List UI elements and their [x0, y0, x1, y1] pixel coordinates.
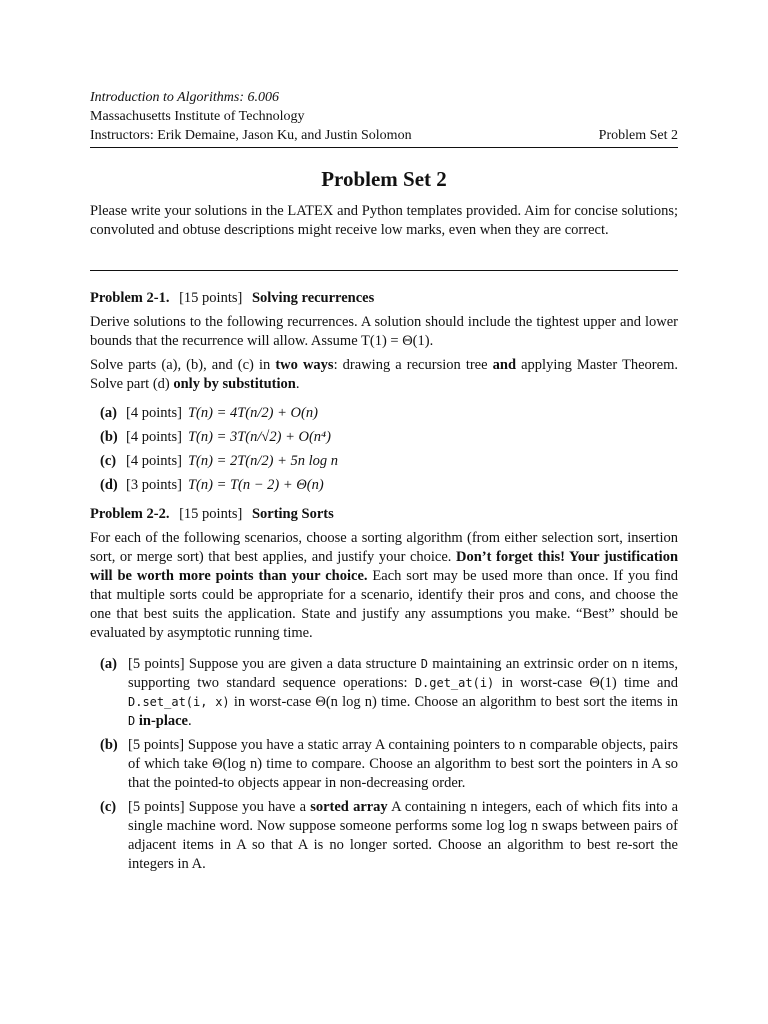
- scenario-text: [128, 736, 678, 793]
- part-points: [3 points]: [126, 477, 182, 493]
- recurrence-equation: T(n) = 2T(n/2) + 5n log n: [187, 453, 339, 469]
- intro-paragraph: Please write your solutions in the LATEX and Python templates provided. Aim for concise solutions; convoluted and obtuse descriptions might receive low marks, even when they are correct.: [90, 203, 678, 238]
- bold-run: and: [492, 357, 517, 373]
- code-run: D: [128, 714, 136, 728]
- bold-run: sorted array: [310, 799, 388, 815]
- problem-2-1: [90, 289, 678, 495]
- text-run: Suppose you have a: [188, 799, 311, 815]
- scenario-list: [90, 655, 678, 874]
- problem-paragraph: Derive solutions to the following recurrences. A solution should include the tightest upper and lower bounds that the recurrence will allow. Assume T(1) = Θ(1).: [90, 314, 678, 349]
- text-run: in worst-case Θ(n log n) time. Choose an algorithm to best sort the items in: [229, 694, 678, 710]
- part-points: [5 points]: [128, 737, 185, 753]
- list-item: [100, 736, 678, 793]
- text-run: .: [295, 376, 300, 392]
- problem-name: Solving recurrences: [251, 290, 375, 306]
- section-rule: [90, 270, 678, 271]
- text-run: A containing n integers, each of which fits into a single machine word. Now suppose someone performs some log log n swaps between pairs of adjacent items in A so that A is no longer sorted. Choose an algorithm to best re-sort the integers in A.: [128, 799, 679, 872]
- list-item: [100, 404, 678, 423]
- part-label: (b): [100, 429, 118, 445]
- part-label: (d): [100, 477, 118, 493]
- part-points: [4 points]: [126, 405, 182, 421]
- header-rule: [90, 147, 678, 148]
- code-run: D: [420, 657, 428, 671]
- problem-label: Problem 2-1.: [90, 290, 170, 306]
- bold-run: two ways: [275, 357, 334, 373]
- recurrence-list: [90, 404, 678, 495]
- text-run: Each sort may be used more than once. If you find that multiple sorts could be appropriate for a scenario, identify their pros and cons, and choose the one that best suits the application. State and justify any assumptions you make. “Best” should be evaluated by asymptotic running time.: [90, 568, 678, 641]
- text-run: Suppose you have a static array A containing pointers to n comparable objects, pairs of which take Θ(log n) time to compare. Choose an algorithm to best sort the pointers in A so that the pointed-to objects appear in non-decreasing order.: [128, 737, 678, 791]
- problem-instructions: [90, 356, 678, 394]
- page-title: Problem Set 2: [321, 167, 447, 191]
- scenario-text: [128, 655, 678, 731]
- text-run: : drawing a recursion tree: [333, 357, 493, 373]
- text-run: maintaining an extrinsic order on n items, supporting two standard sequence operations:: [128, 656, 679, 691]
- problem-points: [15 points]: [179, 290, 243, 306]
- recurrence-equation: T(n) = 4T(n/2) + O(n): [187, 405, 318, 421]
- part-label: (a): [100, 405, 117, 421]
- problem-2-2: [90, 505, 678, 874]
- text-run: in worst-case Θ(1) time and: [494, 675, 678, 691]
- text-run: .: [188, 713, 192, 729]
- problem-title: [90, 505, 678, 524]
- problem-points: [15 points]: [179, 506, 243, 522]
- part-label: (a): [100, 656, 117, 672]
- problem-paragraph: [90, 529, 678, 643]
- text-run: For each of the following scenarios, choose a sorting algorithm (from either selection sort, insertion sort, or merge sort) that best applies, and justify your choice.: [90, 530, 678, 565]
- text-run: applying Master Theorem. Solve part (d): [90, 357, 678, 392]
- problem-name: Sorting Sorts: [251, 506, 334, 522]
- instructors-line: Instructors: Erik Demaine, Jason Ku, and Justin Solomon: [90, 128, 412, 143]
- course-name: Introduction to Algorithms: 6.006: [90, 90, 279, 105]
- list-item: [100, 476, 678, 495]
- bold-run: only by substitution: [173, 376, 296, 392]
- part-points: [5 points]: [128, 656, 185, 672]
- instructors-row: [90, 126, 678, 145]
- scenario-text: [128, 798, 678, 874]
- code-run: D.set_at(i, x): [128, 695, 230, 709]
- institution-name: Massachusetts Institute of Technology: [90, 109, 305, 124]
- text-run: Suppose you are given a data structure: [188, 656, 421, 672]
- recurrence-equation: T(n) = T(n − 2) + Θ(n): [187, 477, 324, 493]
- code-run: D.get_at(i): [414, 676, 495, 690]
- problem-title: [90, 289, 678, 308]
- part-label: (c): [100, 453, 117, 469]
- bold-run: in-place: [138, 713, 188, 729]
- part-points: [4 points]: [126, 453, 182, 469]
- part-label: (b): [100, 737, 118, 753]
- recurrence-equation: T(n) = 3T(n/√2) + O(n⁴): [187, 429, 331, 445]
- list-item: [100, 428, 678, 447]
- text-run: Solve parts (a), (b), and (c) in: [90, 357, 276, 373]
- header-set-label: Problem Set 2: [598, 128, 678, 143]
- part-label: (c): [100, 799, 117, 815]
- bold-run: Don’t forget this! Your justification will be worth more points than your choice.: [90, 549, 679, 584]
- part-points: [5 points]: [128, 799, 185, 815]
- list-item: [100, 452, 678, 471]
- document-page: [90, 88, 678, 879]
- part-points: [4 points]: [126, 429, 182, 445]
- problem-label: Problem 2-2.: [90, 506, 170, 522]
- document-header: [90, 88, 678, 145]
- list-item: [100, 655, 678, 731]
- list-item: [100, 798, 678, 874]
